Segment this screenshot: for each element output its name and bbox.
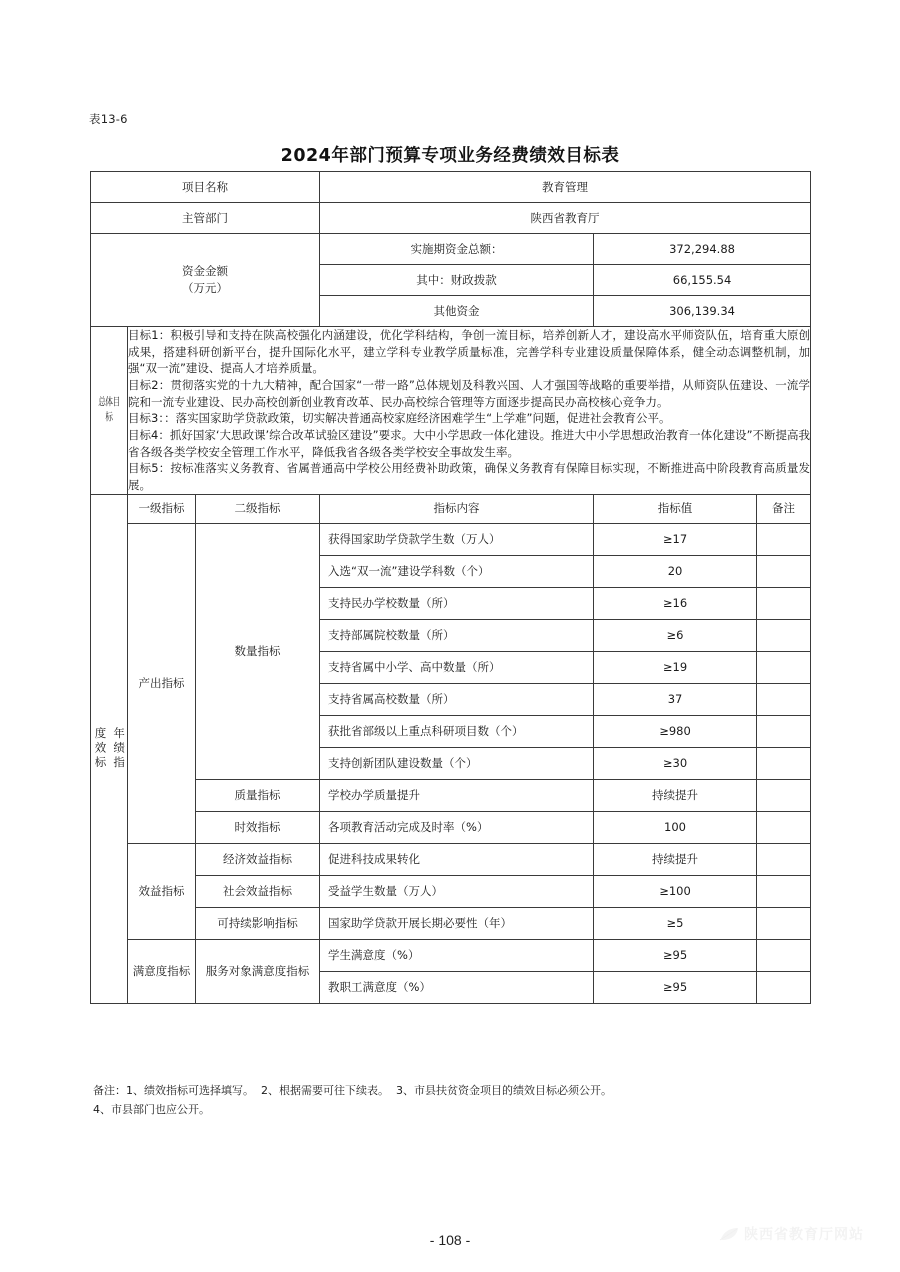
funding-row-value-2: 306,139.34: [594, 296, 811, 327]
overall-goal-label-text: 总体目标: [98, 396, 120, 424]
funding-row-label-2: 其他资金: [320, 296, 594, 327]
indicator-note: [757, 843, 811, 875]
indicator-note: [757, 523, 811, 555]
row-project-name: [91, 172, 811, 203]
indicator-value: ≥95: [594, 971, 757, 1003]
row-department: [91, 203, 811, 234]
indicator-note: [757, 619, 811, 651]
indicator-note: [757, 715, 811, 747]
level2-cell-timeliness: 时效指标: [196, 811, 320, 843]
indicator-value: 100: [594, 811, 757, 843]
indicator-note: [757, 875, 811, 907]
level2-cell-economic: 经济效益指标: [196, 843, 320, 875]
funding-label-text: 资金金额: [182, 264, 229, 279]
table-body: [91, 172, 811, 1004]
annual-performance-vertical-stack: [91, 727, 127, 771]
department-value: 陕西省教育厅: [320, 203, 811, 234]
indicator-content: 受益学生数量（万人）: [320, 875, 594, 907]
indicator-content: 支持省属高校数量（所）: [320, 683, 594, 715]
budget-performance-table: [90, 171, 811, 1004]
indicator-content: 支持部属院校数量（所）: [320, 619, 594, 651]
column-header-note: 备注: [757, 494, 811, 523]
footnote-line-1: 备注：1、绩效指标可选择填写。 2、根据需要可往下续表。 3、市县扶贫资金项目的绩效目标必须公开。: [93, 1084, 612, 1097]
row-indicator-header: [91, 494, 811, 523]
funding-unit-text: （万元）: [182, 281, 229, 295]
indicator-note: [757, 779, 811, 811]
indicator-value: 持续提升: [594, 779, 757, 811]
indicator-value: ≥95: [594, 939, 757, 971]
table-row: [91, 811, 811, 843]
page-number: - 108 -: [429, 1232, 471, 1248]
overall-goal-label: [91, 327, 128, 495]
project-name-value: 教育管理: [320, 172, 811, 203]
annual-label-col-2: 度效标: [93, 726, 108, 771]
table-row: [91, 939, 811, 971]
goal-paragraph-5: 目标5：按标准落实义务教育、省属普通高中学校公用经费补助政策，确保义务教育有保障目标实现，不断推进高中阶段教育高质量发展。: [128, 461, 811, 493]
project-name-label: 项目名称: [91, 172, 320, 203]
indicator-value: ≥30: [594, 747, 757, 779]
funding-row-value-0: 372,294.88: [594, 234, 811, 265]
sheet-label: 表13-6: [89, 112, 128, 126]
indicator-content: 支持创新团队建设数量（个）: [320, 747, 594, 779]
table-row: [91, 843, 811, 875]
level2-cell-quality: 质量指标: [196, 779, 320, 811]
indicator-content: 学生满意度（%）: [320, 939, 594, 971]
department-label: 主管部门: [91, 203, 320, 234]
indicator-content: 支持民办学校数量（所）: [320, 587, 594, 619]
column-header-level1: 一级指标: [128, 494, 196, 523]
column-header-value: 指标值: [594, 494, 757, 523]
annual-label-col-1: 年绩指: [112, 726, 127, 771]
table-row: [91, 875, 811, 907]
column-header-level2: 二级指标: [196, 494, 320, 523]
level2-cell-quantity: 数量指标: [196, 523, 320, 779]
funding-row-label-1: 其中：财政拨款: [320, 265, 594, 296]
level1-cell-satisfaction: 满意度指标: [128, 939, 196, 1003]
indicator-value: ≥19: [594, 651, 757, 683]
indicator-note: [757, 651, 811, 683]
goal-paragraph-2: 目标2：贯彻落实党的十九大精神，配合国家“一带一路”总体规划及科教兴国、人才强国等战略的重要举措，从师资队伍建设、一流学院和一流专业建设、民办高校创新创业教育改革、民办高校综合管理等方面逐步提高民办高校核心竞争力。: [128, 378, 811, 409]
indicator-value: ≥5: [594, 907, 757, 939]
table-row: [91, 907, 811, 939]
indicator-content: 学校办学质量提升: [320, 779, 594, 811]
row-overall-goal: [91, 327, 811, 495]
goal-paragraph-1: 目标1：积极引导和支持在陕高校强化内涵建设，优化学科结构，争创一流目标，培养创新人才，建设高水平师资队伍，培育重大原创成果，搭建科研创新平台，提升国际化水平，建立学科专业教学质量标准，完善学科专业建设质量保障体系，健全动态调整机制，加强“双一流”建设、提高人才培养质量。: [128, 328, 811, 376]
level1-cell-benefit: 效益指标: [128, 843, 196, 939]
budget-performance-table-wrapper: [90, 171, 810, 1004]
table-row: [91, 779, 811, 811]
funding-row-value-1: 66,155.54: [594, 265, 811, 296]
indicator-content: 入选“双一流”建设学科数（个）: [320, 555, 594, 587]
indicator-value: 持续提升: [594, 843, 757, 875]
page-title: 2024年部门预算专项业务经费绩效目标表: [280, 146, 620, 166]
level2-cell-sustainable: 可持续影响指标: [196, 907, 320, 939]
column-header-content: 指标内容: [320, 494, 594, 523]
indicator-content: 国家助学贷款开展长期必要性（年）: [320, 907, 594, 939]
indicator-note: [757, 587, 811, 619]
indicator-content: 各项教育活动完成及时率（%）: [320, 811, 594, 843]
funding-row-label-0: 实施期资金总额：: [320, 234, 594, 265]
indicator-content: 获批省部级以上重点科研项目数（个）: [320, 715, 594, 747]
level2-cell-service-satisfaction: 服务对象满意度指标: [196, 939, 320, 1003]
indicator-content: 获得国家助学贷款学生数（万人）: [320, 523, 594, 555]
indicator-content: 促进科技成果转化: [320, 843, 594, 875]
indicator-value: 37: [594, 683, 757, 715]
indicator-note: [757, 971, 811, 1003]
indicator-value: ≥16: [594, 587, 757, 619]
level1-cell-output: 产出指标: [128, 523, 196, 843]
indicator-note: [757, 555, 811, 587]
goal-paragraph-4: 目标4：抓好国家‘大思政课’综合改革试验区建设”要求。大中小学思政一体化建设。推进大中小学思想政治教育一体化建设”不断提高我省各级各类学校安全管理工作水平，降低我省各级各类学校安全事故发生率。: [128, 428, 811, 459]
indicator-content: 支持省属中小学、高中数量（所）: [320, 651, 594, 683]
indicator-note: [757, 907, 811, 939]
indicator-value: ≥100: [594, 875, 757, 907]
indicator-note: [757, 811, 811, 843]
funding-amount-label: [91, 234, 320, 327]
goal-paragraph-3: 目标3：：落实国家助学贷款政策，切实解决普通高校家庭经济困难学生“上学难”问题，促进社会教育公平。: [128, 411, 671, 426]
indicator-note: [757, 939, 811, 971]
footnote-line-2: 4、市县部门也应公开。: [93, 1102, 210, 1116]
table-row: [91, 523, 811, 555]
indicator-value: ≥6: [594, 619, 757, 651]
indicator-value: 20: [594, 555, 757, 587]
row-funding-total: [91, 234, 811, 265]
level2-cell-social: 社会效益指标: [196, 875, 320, 907]
annual-performance-label: [91, 494, 128, 1003]
indicator-note: [757, 683, 811, 715]
indicator-value: ≥980: [594, 715, 757, 747]
overall-goal-content: [128, 327, 811, 495]
watermark-text: 陕西省教育厅网站: [744, 1227, 864, 1243]
indicator-content: 教职工满意度（%）: [320, 971, 594, 1003]
indicator-note: [757, 747, 811, 779]
footnote: [93, 1082, 823, 1119]
indicator-value: ≥17: [594, 523, 757, 555]
